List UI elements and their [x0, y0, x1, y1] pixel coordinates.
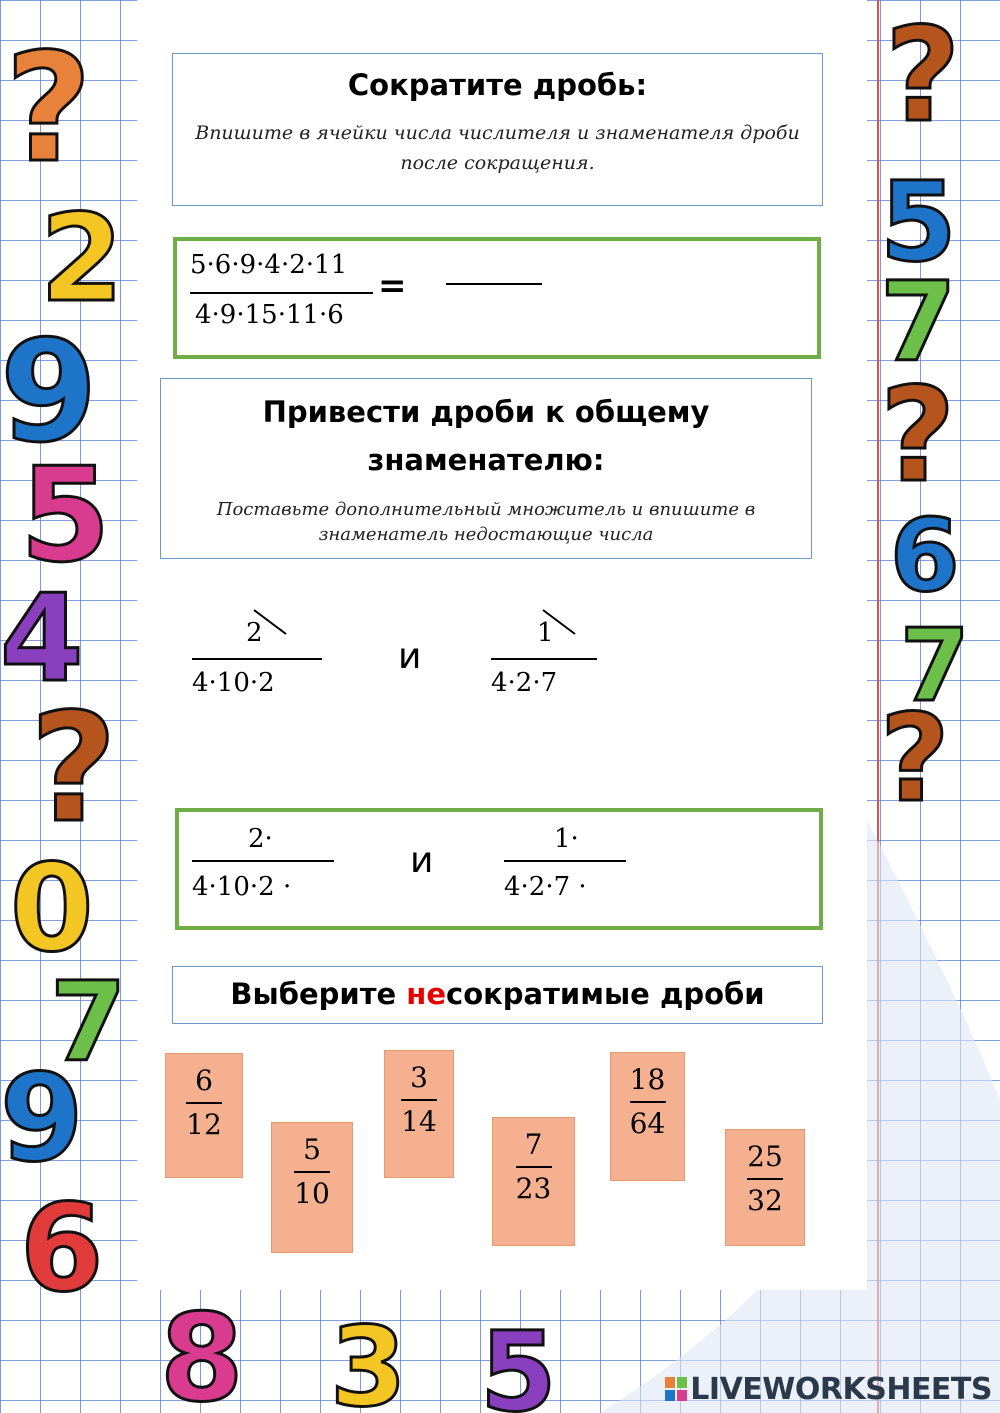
tile-numerator: 18 [629, 1063, 666, 1096]
svg-text:6: 6 [890, 497, 960, 614]
section1-fraction [190, 248, 380, 338]
svg-text:7: 7 [900, 607, 970, 724]
tile-numerator: 6 [195, 1064, 213, 1097]
fraction-a-numerator: 2 [246, 618, 263, 648]
svg-text:5: 5 [480, 1308, 557, 1413]
tile-denominator: 32 [747, 1184, 783, 1217]
svg-text:?: ? [880, 359, 956, 511]
answer-b-numerator[interactable]: 1· [554, 824, 579, 854]
answer-fraction-b[interactable] [504, 818, 634, 908]
svg-text:4: 4 [0, 570, 84, 709]
tile-bar [630, 1101, 666, 1103]
fraction-b [491, 614, 611, 704]
svg-text:9: 9 [0, 311, 98, 474]
fraction-tile[interactable] [271, 1122, 353, 1253]
fraction-b-numerator: 1 [537, 618, 554, 648]
svg-text:7: 7 [880, 258, 957, 386]
svg-text:?: ? [885, 0, 961, 151]
svg-text:8: 8 [160, 1290, 244, 1413]
answer-b-bar [504, 860, 626, 862]
section2-instruction-line2: знаменатель недостающие числа [318, 524, 654, 545]
fraction-tile[interactable] [492, 1117, 575, 1246]
section3-header-box [172, 966, 823, 1024]
section3-title [173, 977, 822, 1011]
tile-numerator: 25 [747, 1140, 783, 1173]
answer-a-denominator[interactable]: 4·10·2 · [192, 872, 292, 902]
fraction-tile[interactable] [725, 1129, 805, 1246]
svg-text:0: 0 [10, 840, 94, 979]
and-word-1: и [398, 636, 422, 677]
answer-b-denominator[interactable]: 4·2·7 · [504, 872, 587, 902]
svg-text:?: ? [5, 22, 93, 196]
fraction-a-bar [192, 658, 322, 660]
tile-denominator: 14 [401, 1105, 437, 1138]
tile-bar [294, 1171, 330, 1173]
tile-bar [186, 1102, 222, 1104]
section1-title: Сократите дробь: [347, 68, 648, 102]
fraction-b-bar [491, 658, 597, 660]
fraction-numerator: 5·6·9·4·2·11 [190, 250, 348, 280]
section2-instruction-line1: Поставьте дополнительный множитель и впишите в [216, 499, 756, 520]
tile-numerator: 5 [303, 1133, 321, 1166]
section3-title-suffix: сократимые дроби [446, 977, 765, 1011]
tile-denominator: 64 [629, 1107, 666, 1140]
equals-sign: = [378, 266, 407, 306]
liveworksheets-logo-icon [665, 1377, 687, 1401]
multiplier-slash-b[interactable] [541, 608, 581, 640]
svg-text:?: ? [30, 682, 118, 856]
section2-header-box [160, 378, 812, 559]
svg-text:7: 7 [50, 958, 127, 1086]
section3-title-highlight: не [406, 977, 446, 1011]
section3-title-prefix: Выберите [230, 977, 407, 1011]
tile-denominator: 23 [515, 1172, 552, 1205]
svg-text:5: 5 [20, 439, 111, 591]
section1-instruction-line1: Впишите в ячейки числа числителя и знаменателя дроби [195, 122, 800, 144]
svg-text:5: 5 [880, 158, 957, 286]
fraction-bar [190, 292, 373, 294]
answer-fraction-a[interactable] [192, 818, 342, 908]
tile-bar [516, 1166, 552, 1168]
svg-text:3: 3 [330, 1303, 407, 1413]
answer-a-numerator[interactable]: 2· [248, 824, 273, 854]
section1-instruction-line2: после сокращения. [400, 152, 595, 174]
svg-text:?: ? [880, 690, 950, 829]
fraction-a-denominator: 4·10·2 [192, 668, 275, 698]
fraction-tile[interactable] [165, 1053, 243, 1178]
tile-numerator: 3 [410, 1061, 428, 1094]
tile-numerator: 7 [524, 1128, 543, 1161]
tile-bar [747, 1178, 783, 1180]
logo-text: LIVEWORKSHEETS [690, 1372, 992, 1407]
fraction-denominator: 4·9·15·11·6 [195, 300, 344, 330]
tile-bar [401, 1099, 437, 1101]
fraction-tile[interactable] [384, 1050, 454, 1178]
multiplier-slash-a[interactable] [252, 608, 292, 640]
liveworksheets-logo [665, 1372, 992, 1407]
fraction-tile[interactable] [610, 1052, 685, 1181]
section1-header-box [172, 53, 823, 206]
tile-denominator: 12 [186, 1108, 222, 1141]
fraction-a [192, 614, 332, 704]
svg-text:2: 2 [40, 190, 124, 329]
section2-title-line2: знаменателю: [367, 443, 605, 477]
answer-a-bar [192, 860, 334, 862]
svg-text:9: 9 [0, 1050, 84, 1189]
and-word-2: и [410, 840, 434, 881]
tile-denominator: 10 [294, 1177, 330, 1210]
answer-input-line[interactable] [446, 283, 542, 285]
svg-text:6: 6 [20, 1180, 104, 1319]
section2-title-line1: Привести дроби к общему [262, 395, 710, 429]
fraction-b-denominator: 4·2·7 [491, 668, 558, 698]
